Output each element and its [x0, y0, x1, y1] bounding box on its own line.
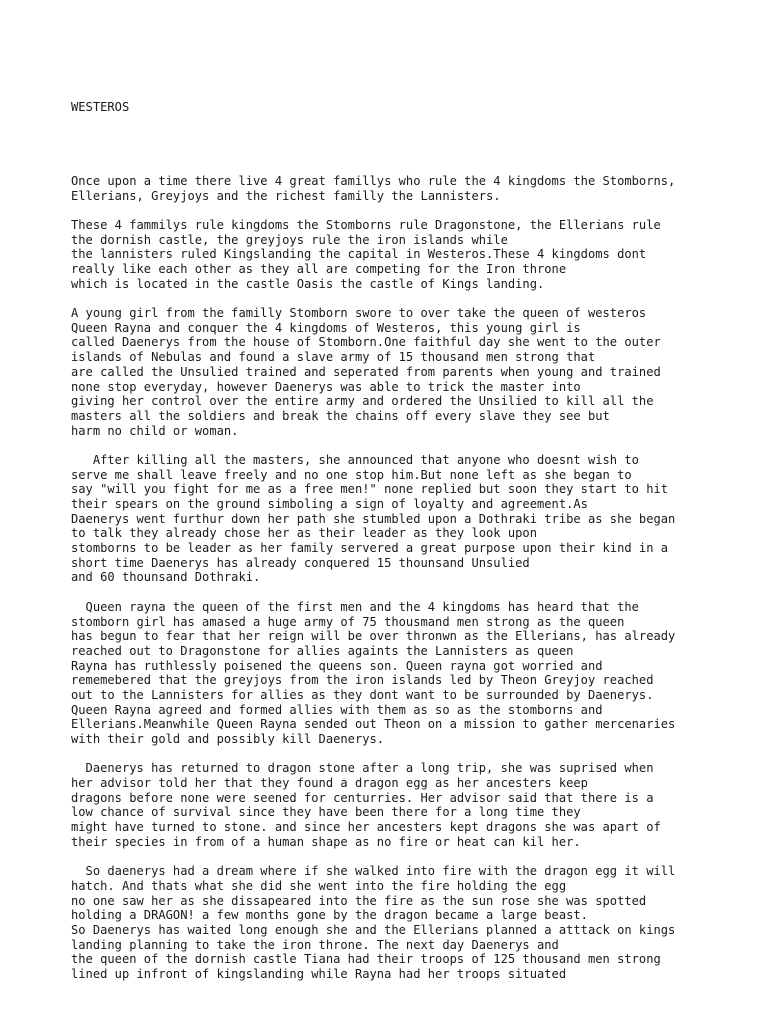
text-line: none stop everyday, however Daenerys was able to trick the master into: [71, 379, 581, 394]
text-line: masters all the soldiers and break the chains off every slave they see but: [71, 408, 610, 423]
document-body: [71, 71, 761, 1026]
text-line: the lannisters ruled Kingslanding the capital in Westeros.These 4 kingdoms dont: [71, 247, 647, 262]
paragraph: [71, 864, 761, 982]
text-line: stomborn girl has amased a huge army of 75 thousmand men strong as the queen: [71, 614, 625, 629]
text-line: has begun to fear that her reign will be over thronwn as the Ellerians, has already: [71, 629, 676, 644]
text-line: stomborns to be leader as her family servered a great purpose upon their kind in a: [71, 541, 669, 556]
paragraph: [71, 218, 761, 291]
paragraph: [71, 306, 761, 438]
text-line: their spears on the ground simboling a sign of loyalty and agreement.As: [71, 497, 588, 512]
text-line: which is located in the castle Oasis the castle of Kings landing.: [71, 276, 545, 291]
text-line: might have turned to stone. and since her ancesters kept dragons she was apart of: [71, 820, 661, 835]
paragraph: [71, 600, 761, 747]
text-line: the queen of the dornish castle Tiana had their troops of 125 thousand men strong: [71, 952, 661, 967]
text-line: rememebered that the greyjoys from the iron islands led by Theon Greyjoy reached: [71, 673, 654, 688]
text-line: lined up infront of kingslanding while Rayna had her troops situated: [71, 967, 567, 982]
text-line: serve me shall leave freely and no one stop him.But none left as she began to: [71, 467, 632, 482]
text-line: dragons before none were seened for centurries. Her advisor said that there is a: [71, 790, 654, 805]
text-line: and 60 thounsand Dothraki.: [71, 570, 261, 585]
paragraph-list: [71, 174, 761, 982]
paragraph: [71, 174, 761, 203]
text-line: reached out to Dragonstone for allies againts the Lannisters as queen: [71, 643, 574, 658]
text-line: called Daenerys from the house of Stomborn.One faithful day she went to the outer: [71, 335, 661, 350]
text-line: hatch. And thats what she did she went into the fire holding the egg: [71, 878, 567, 893]
text-line: Queen Rayna and conquer the 4 kingdoms of Westeros, this young girl is: [71, 320, 581, 335]
text-line: These 4 fammilys rule kingdoms the Stomborns rule Dragonstone, the Ellerians rule: [71, 217, 661, 232]
paragraph: [71, 761, 761, 849]
text-line: low chance of survival since they have been there for a long time they: [71, 805, 581, 820]
text-line: Daenerys went furthur down her path she stumbled upon a Dothraki tribe as she began: [71, 511, 676, 526]
text-line: Ellerians.Meanwhile Queen Rayna sended out Theon on a mission to gather mercenaries: [71, 717, 676, 732]
text-line: Ellerians, Greyjoys and the richest familly the Lannisters.: [71, 188, 501, 203]
document-title: WESTEROS: [71, 100, 130, 115]
text-line: So Daenerys has waited long enough she and the Ellerians planned a atttack on kings: [71, 922, 676, 937]
text-line: say "will you fight for me as a free men!" none replied but soon they start to hit: [71, 482, 669, 497]
text-line: to talk they already chose her as their leader as they look upon: [71, 526, 537, 541]
text-line: A young girl from the familly Stomborn swore to over take the queen of westeros: [71, 306, 647, 321]
text-line: landing planning to take the iron throne. The next day Daenerys and: [71, 937, 559, 952]
text-line: Queen Rayna agreed and formed allies with them as so as the stomborns and: [71, 702, 603, 717]
text-line: harm no child or woman.: [71, 423, 239, 438]
text-line: her advisor told her that they found a dragon egg as her ancesters keep: [71, 776, 588, 791]
text-line: really like each other as they all are competing for the Iron throne: [71, 262, 567, 277]
text-line: Queen rayna the queen of the first men and the 4 kingdoms has heard that the: [71, 599, 639, 614]
text-line: the dornish castle, the greyjoys rule the iron islands while: [71, 232, 508, 247]
text-line: are called the Unsulied trained and seperated from parents when young and trained: [71, 364, 661, 379]
text-line: giving her control over the entire army and ordered the Unsilied to kill all the: [71, 394, 654, 409]
text-line: So daenerys had a dream where if she walked into fire with the dragon egg it will: [71, 864, 676, 879]
text-line: out to the Lannisters for allies as they dont want to be surrounded by Daenerys.: [71, 687, 654, 702]
text-line: After killing all the masters, she announced that anyone who doesnt wish to: [71, 452, 639, 467]
text-line: holding a DRAGON! a few months gone by the dragon became a large beast.: [71, 908, 588, 923]
text-line: their species in from of a human shape as no fire or heat can kil her.: [71, 834, 581, 849]
text-line: Rayna has ruthlessly poisened the queens son. Queen rayna got worried and: [71, 658, 603, 673]
text-line: Daenerys has returned to dragon stone after a long trip, she was suprised when: [71, 761, 654, 776]
text-line: islands of Nebulas and found a slave army of 15 thousand men strong that: [71, 350, 596, 365]
text-line: with their gold and possibly kill Daenerys.: [71, 732, 385, 747]
paragraph: [71, 453, 761, 585]
text-line: Once upon a time there live 4 great famillys who rule the 4 kingdoms the Stomborns,: [71, 173, 676, 188]
text-line: no one saw her as she dissapeared into the fire as the sun rose she was spotted: [71, 893, 647, 908]
text-line: short time Daenerys has already conquered 15 thounsand Unsulied: [71, 555, 530, 570]
